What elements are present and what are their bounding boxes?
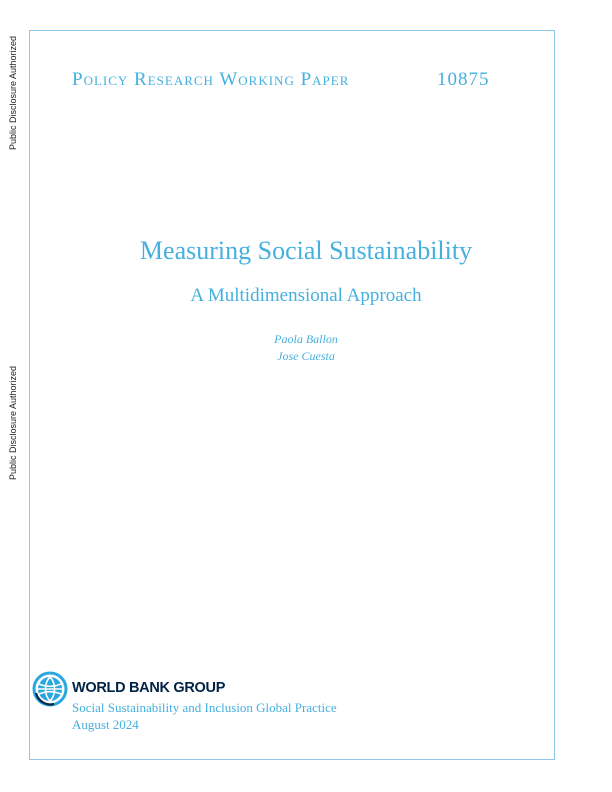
author-name: Jose Cuesta (277, 349, 335, 363)
world-bank-group-logo-text: WORLD BANK GROUP (72, 680, 226, 696)
publication-date: August 2024 (72, 717, 139, 732)
series-title: Policy Research Working Paper (72, 69, 350, 90)
public-disclosure-label: Public Disclosure Authorized (8, 35, 18, 150)
world-bank-globe-icon (32, 671, 68, 707)
public-disclosure-label: Public Disclosure Authorized (8, 365, 18, 480)
paper-title: Measuring Social Sustainability (139, 236, 473, 265)
cover-frame (29, 30, 555, 760)
author-name: Paola Ballon (274, 332, 338, 346)
paper-number: 10875 (437, 69, 490, 90)
paper-subtitle: A Multidimensional Approach (190, 285, 422, 306)
global-practice: Social Sustainability and Inclusion Global Practice (72, 700, 337, 715)
